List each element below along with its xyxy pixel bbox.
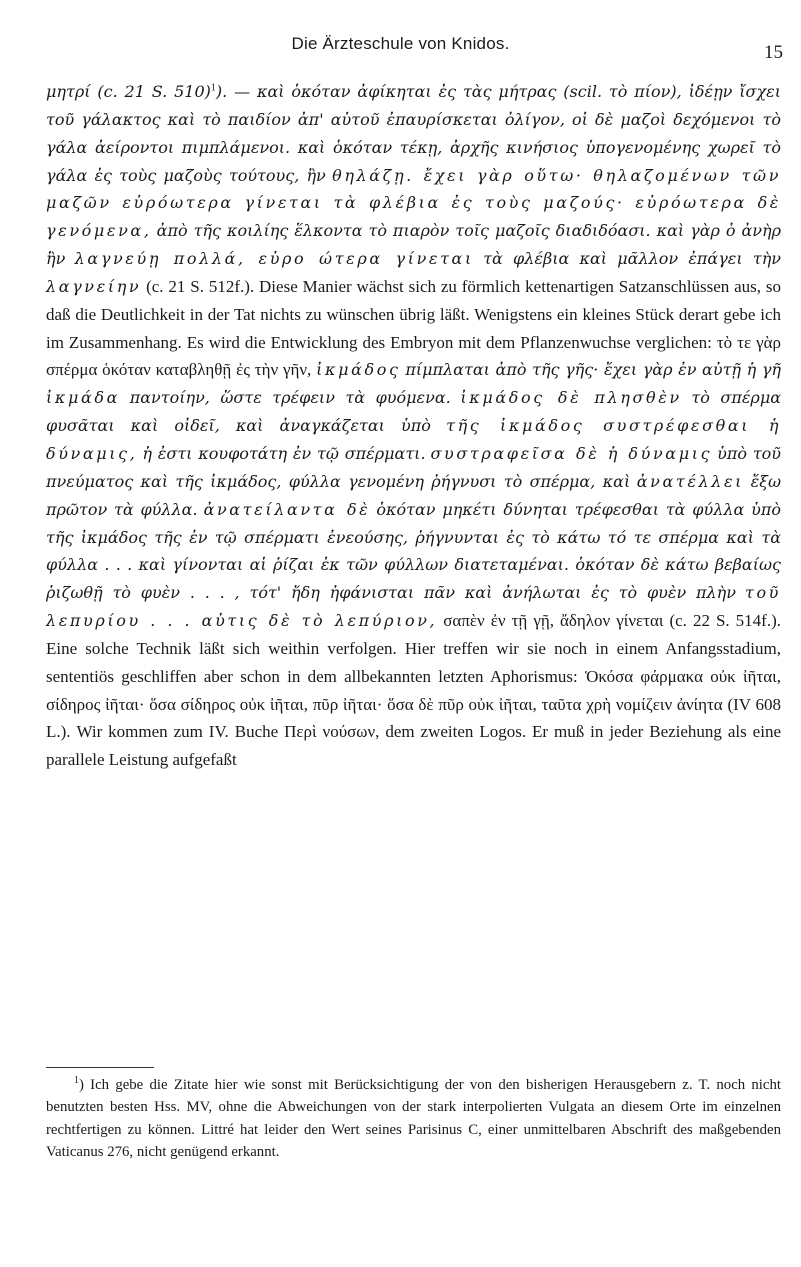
emphasized-greek: ἀνατείλαντα δὲ xyxy=(203,499,371,519)
emphasized-greek: ἰκμάδος δὲ πλησθὲν xyxy=(460,388,682,408)
emphasized-greek: θηλάζῃ. ἔχει γὰρ οὕτω· θηλαζομένων τῶν μαζῶν εὐρόωτερα γίνεται τὰ φλέβια ἐς τοὺς μαζούς· εὐρόωτερα δὲ γενόμενα, xyxy=(46,165,782,241)
text-segment: (c. 21 S. 512f.). Diese Manier wächst sich zu förmlich kettenartigen Satzanschlüssen aus, so daß die Deutlichkeit in der Tat nichts zu wünschen übrig läßt. Wenigstens ein kleines Stück derart gebe ich im Zusammenhang. Es wird die Entwicklung des Embryon mit dem Pflanzenwuchse verglichen: τὸ τε γὰρ σπέρμα ὁκόταν καταβληθῇ ἐς τὴν γῆν, xyxy=(46,276,782,380)
emphasized-greek: τῆς ἰκμάδος συστρέφεσθαι ἡ δύναμις, xyxy=(46,416,782,463)
footnote-text: ) Ich gebe die Zitate hier wie sonst mit Berücksichtigung der von den bisherigen Herausgebern z. T. noch nicht benutzten besten Hss. MV, ohne die Abweichungen von der stark interpolierten Vulgata an diesem Orte im einzelnen rechtfertigen zu können. Littré hat leider den Wert seines Parisinus C, einer unmittelbaren Abschrift des maßgebenden Vaticanus 276, nicht genügend erkannt. xyxy=(46,1077,781,1160)
footnote xyxy=(46,1074,781,1163)
footnote-marker: 1 xyxy=(74,1075,79,1087)
main-text xyxy=(46,78,781,774)
text-segment: ὑπὸ τοῦ πνεύματος καὶ τῆς ἰκμάδος, φύλλα γενομένη ῥήγνυσι τὸ σπέρμα, καὶ xyxy=(46,443,782,491)
text-segment: μητρί (c. 21 S. 510) xyxy=(46,82,211,101)
text-segment: πίμπλαται ἀπὸ τῆς γῆς· ἔχει γὰρ ἐν αὐτῇ ἡ γῆ xyxy=(405,360,782,380)
paragraph xyxy=(46,78,781,774)
text-segment: τὸ σπέρμα φυσᾶται καὶ οἰδεῖ, καὶ ἀναγκάζεται ὑπὸ xyxy=(46,388,782,436)
emphasized-greek: ἀνατέλλει xyxy=(636,471,745,491)
text-segment: ἔξω πρῶτον τὰ φύλλα. xyxy=(46,471,782,519)
text-segment: ). — καὶ ὁκόταν ἀφίκηται ἐς τὰς μήτρας (scil. τὸ πίον), ἰδέῃν ἴσχει τοῦ γάλακτος καὶ τὸ παιδίον ἀπ' αὐτοῦ ἐπαυρίσκεται ὀλίγον, οἱ δὲ μαζοὶ δεχόμενοι τὸ γάλα ἀείροντοι πιμπλάμενοι. καὶ ὁκόταν τέκῃ, ἀρχῆς κινήσιος ὑπογενομένης χωρεῖ τὸ γάλα ἐς τοὺς μαζοὺς τούτους, ἢν xyxy=(46,82,782,185)
emphasized-greek: ἰκμάδα xyxy=(46,388,121,408)
emphasized-greek: ἰκμάδος xyxy=(316,360,401,380)
emphasized-greek: λαγνείην xyxy=(46,276,142,296)
text-segment: ὁκόταν μηκέτι δύνηται τρέφεσθαι τὰ φύλλα ὑπὸ τῆς ἰκμάδος τῆς ἐν τῷ σπέρματι ἐνεούσης, ῥήγνυνται ἐς τὸ κάτω τό τε σπέρμα καὶ τὰ φύλλα . . . καὶ γίνονται αἱ ῥίζαι ἐκ τῶν φύλλων διατεταμέναι. ὁκόταν δὲ κάτω βεβαίως ῥιζωθῇ τὸ φυὲν . . . , τότ' ἤδη ἠφάνισται πᾶν καὶ ἀνήλωται ἐς τὸ φυὲν πλὴν xyxy=(46,499,781,603)
emphasized-greek: συστραφεῖσα δὲ ἡ δύναμις xyxy=(430,443,713,463)
text-segment: τὰ φλέβια καὶ μᾶλλον ἐπάγει τὴν xyxy=(483,249,781,269)
footnote-reference: 1 xyxy=(210,82,216,94)
emphasized-greek: τοῦ λεπυρίου . . . αὐτις δὲ τὸ λεπύριον, xyxy=(46,583,782,631)
text-segment: ἡ ἐστι κουφοτάτη ἐν τῷ σπέρματι. xyxy=(142,443,426,463)
running-title: Die Ärzteschule von Knidos. xyxy=(291,34,510,53)
text-segment: παντοίην, ὥστε τρέφειν τὰ φυόμενα. xyxy=(129,388,451,408)
footnote-separator xyxy=(46,1067,154,1068)
footnote-paragraph xyxy=(46,1074,781,1163)
emphasized-greek: λαγνεύῃ πολλά, εὐρο ώτερα γίνεται xyxy=(74,249,474,269)
text-segment: ἀπὸ τῆς κοιλίης ἕλκοντα τὸ πιαρὸν τοῖς μαζοῖς διαδιδόασι. καὶ γὰρ ὁ ἀνὴρ ἢν xyxy=(46,221,782,269)
text-segment: σαπὲν ἐν τῇ γῇ, ἄδηλον γίνεται (c. 22 S. 514f.). Eine solche Technik läßt sich weithin verfolgen. Hier treffen wir sie noch in einem Anfangsstadium, sententiös geschliffen aber schon in dem allbekannten letzten Aphorismus: Ὁκόσα φάρμακα οὐκ ἰῆται, σίδηρος ἰῆται· ὅσα σίδηρος οὐκ ἰῆται, πῦρ ἰῆται· ὅσα δὲ πῦρ οὐκ ἰῆται, ταῦτα χρὴ νομίζειν ἀνίητα (IV 608 L.). Wir kommen zum IV. Buche Περὶ νούσων, dem zweiten Logos. Er muß in jeder Beziehung als eine parallele Leistung aufgefaßt xyxy=(46,611,781,770)
page-number: 15 xyxy=(764,42,783,63)
